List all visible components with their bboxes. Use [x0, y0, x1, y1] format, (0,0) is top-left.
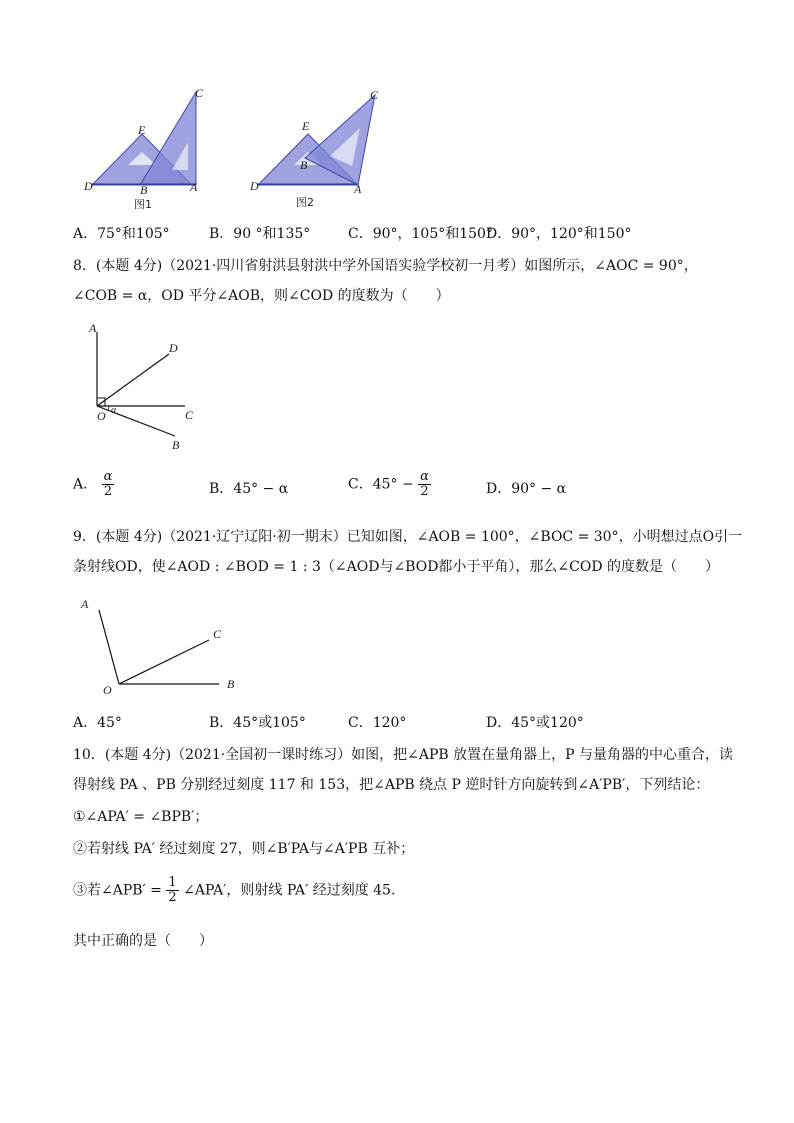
q7-fig2-label-E: E [302, 119, 310, 133]
q10-statement-3-suffix: ∠APA′，则射线 PA′ 经过刻度 45. [183, 882, 396, 899]
q9-stem-line2: 条射线OD，使∠AOD : ∠BOD = 1 : 3（∠AOD与∠BOD都小于平角），那么∠COD 的度数是（ ） [73, 559, 720, 575]
q8-label-O: O [97, 409, 106, 423]
q8-label-C: C [185, 408, 194, 422]
q9-ray-OA [99, 610, 119, 684]
q7-fig2-label-A: A [354, 182, 362, 196]
q8-alpha-arc [108, 406, 109, 410]
q10-stem-line1: 10．(本题 4分)（2021·全国初一课时练习）如图，把∠APB 放置在量角器上，P 与量角器的中心重合，读 [73, 747, 734, 763]
q8-option-c-denominator: 2 [420, 484, 429, 499]
q9-ray-OC [119, 640, 209, 684]
q10-statement-2: ②若射线 PA′ 经过刻度 27，则∠B′PA与∠A′PB 互补； [73, 841, 415, 857]
q8-option-d[interactable]: D．90° − α [486, 481, 567, 497]
q9-figure [75, 592, 245, 698]
q8-option-a-prefix: A． [73, 476, 98, 493]
q10-statement-3-prefix: ③若∠APB′ = [73, 882, 162, 899]
q8-option-a-numerator: α [103, 469, 113, 484]
q8-ray-OB [97, 406, 175, 436]
q7-fig1-label-A: A [190, 180, 198, 194]
q7-option-d[interactable]: D．90°，120°和150° [486, 226, 632, 242]
q8-option-c-fraction [418, 470, 431, 499]
q8-stem-line2: ∠COB = α，OD 平分∠AOB，则∠COD 的度数为（ ） [73, 288, 450, 304]
q9-option-a[interactable]: A．45° [73, 715, 122, 731]
q8-option-c-numerator: α [420, 469, 429, 484]
q10-statement-3 [73, 876, 395, 912]
q10-statement-1: ①∠APA′ = ∠BPB′； [73, 809, 209, 825]
q8-label-B: B [172, 438, 180, 452]
q9-stem-line1: 9．(本题 4分)（2021·辽宁辽阳·初一期末）已知如图，∠AOB = 100°，∠BOC = 30°，小明想过点O引一 [73, 529, 743, 545]
q10-statement-3-fraction [166, 876, 178, 905]
q8-figure [85, 318, 205, 456]
q7-fig2 [249, 88, 379, 209]
q7-fig1-triangle-30 [140, 92, 196, 185]
q9-label-A: A [81, 597, 89, 611]
q9-option-c[interactable]: C．120° [348, 715, 407, 731]
q9-label-B: B [227, 677, 235, 691]
q7-figure [80, 80, 400, 220]
q10-statement-3-denominator: 2 [168, 890, 177, 905]
q10-question: 其中正确的是（ ） [73, 933, 213, 949]
q9-option-b[interactable]: B．45°或105° [209, 715, 306, 731]
q8-option-a-denominator: 2 [103, 484, 113, 499]
q8-stem-line1: 8．(本题 4分)（2021·四川省射洪县射洪中学外国语实验学校初一月考）如图所示，∠AOC = 90°， [73, 258, 698, 274]
q10-statement-3-numerator: 1 [168, 875, 177, 890]
q8-label-D: D [169, 341, 178, 355]
q8-option-a[interactable] [73, 470, 114, 506]
q7-fig1-label-E: E [138, 123, 146, 137]
q8-option-b[interactable]: B．45° − α [209, 481, 289, 497]
q7-fig2-label-B: B [300, 158, 308, 172]
q7-option-c[interactable]: C．90°，105°和150° [348, 226, 493, 242]
q8-label-A: A [89, 321, 97, 335]
q8-option-c-prefix: C．45° − [348, 476, 414, 493]
q9-option-d[interactable]: D．45°或120° [486, 715, 584, 731]
q9-label-O: O [103, 683, 112, 697]
q7-option-b[interactable]: B．90 °和135° [209, 226, 311, 242]
q8-ray-OD [97, 354, 169, 406]
q7-fig1-caption: 图1 [134, 198, 152, 211]
q7-fig2-caption: 图2 [296, 196, 314, 209]
q10-stem-line2: 得射线 PA 、PB 分别经过刻度 117 和 153，把∠APB 绕点 P 逆时针方向旋转到∠A′PB′，下列结论： [73, 777, 710, 793]
q7-fig1-label-D: D [84, 179, 93, 193]
q7-fig1-label-B: B [140, 183, 148, 197]
q7-fig2-label-D: D [250, 179, 259, 193]
q8-option-a-fraction [102, 470, 115, 499]
q7-fig1-label-C: C [195, 86, 204, 100]
q9-label-C: C [213, 627, 222, 641]
q8-option-c[interactable] [348, 470, 431, 506]
q7-fig2-label-C: C [370, 88, 379, 102]
q7-option-a[interactable]: A．75°和105° [73, 226, 170, 242]
q7-fig1 [83, 86, 204, 211]
q8-label-alpha: α [111, 405, 117, 416]
